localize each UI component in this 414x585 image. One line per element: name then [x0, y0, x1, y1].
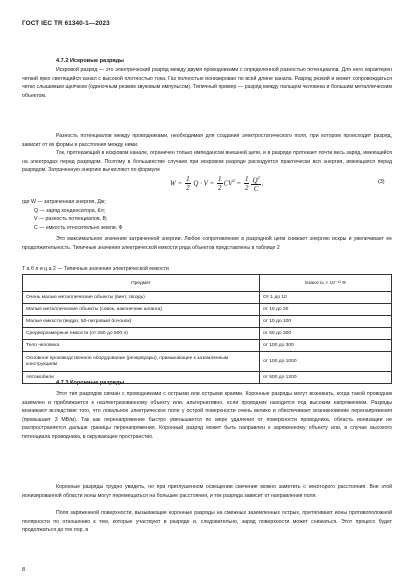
column-header-object: Предмет: [23, 275, 260, 292]
table-caption: Т а б л и ц а 2 — Типичные значения электрической емкости: [22, 266, 169, 272]
section-heading-4-7-3: 4.7.3 Коронные разряды: [56, 380, 125, 386]
definition-c: C — емкость относительно земли, Ф: [34, 225, 123, 231]
table-cell-capacitance: от 100 до 300: [260, 340, 392, 352]
definition-q: Q — заряд конденсатора, Кл;: [34, 208, 106, 214]
table-row: [23, 340, 392, 352]
energy-formula: [0, 170, 414, 196]
table-header-row: [23, 275, 392, 292]
table-cell-object: Основное производственное оборудование (резервуары), примыкающее к заземленным конструкциям: [23, 352, 260, 372]
section-heading-4-7-2: 4.7.2 Искровые разряды: [56, 58, 124, 64]
fraction-half-1: $\frac{1}{2}$: [186, 175, 190, 193]
column-header-capacitance: Емкость × 10⁻¹² Ф: [260, 275, 392, 292]
table-row: [23, 292, 392, 304]
table-row: [23, 316, 392, 328]
page-number: 8: [22, 567, 26, 573]
paragraph-max-energy: Это максимальное значение затраченной энергии. Любое сопротивление в разрядной цепи снижает энергию искры и увеличивает ее продолжительность. Типичные значения электрической емкости ряда объектов представлены в таблице 2: [22, 236, 392, 251]
table-cell-capacitance: от 100 до 1000: [260, 352, 392, 372]
paragraph-corona-visibility: Коронные разряды трудно увидеть, но при приглушенном освещении свечение можно заметить с некоторого расстояния. Вне этой ионизированной области ионы могут перемещаться на большие расстояния, и ток разряда зависит от направления поля.: [22, 484, 392, 499]
paragraph-corona-surface: Поля заряженной поверхности, вызывающие коронные разряды на смежных заземленных острых, притягивают ионы противоположной полярности по отношению к тем, которые участвуют в разряде и, следовательно, заряд поверхности может снижаться. Этот процесс будет продолжаться до тех пор, в: [22, 510, 392, 534]
table-cell-capacitance: от 500 до 1200: [260, 372, 392, 384]
table-cell-object: Тело человека: [23, 340, 260, 352]
paragraph-potential-difference: Разность потенциалов между проводниками, необходимая для создания электростатического поля, при котором происходит разряд, зависит от их формы и расстояния между ними.: [22, 133, 392, 148]
table-row: [23, 304, 392, 316]
table-cell-object: Среднеразмерные емкости (от 250 до 500 л): [23, 328, 260, 340]
table-row: [23, 328, 392, 340]
table-row: [23, 352, 392, 372]
fraction-half-2: $\frac{1}{2}$: [218, 175, 222, 193]
formula-expression: W = $\frac{1}{2}$ Q · V = $\frac{1}{2}$ $CV^2$ = $\frac{1}{2}$ $\frac{Q^2}{C}$ .: [170, 175, 264, 194]
fraction-half-3: $\frac{1}{2}$: [244, 175, 249, 193]
table-cell-capacitance: от 10 до 100: [260, 316, 392, 328]
table-cell-object: Очень малые металлические объекты (винт, гвоздь): [23, 292, 260, 304]
table-cell-object: Малые металлические объекты (совок, наконечник шланга): [23, 304, 260, 316]
paragraph-corona-definition: Этот тип разрядов связан с проводниками с острыми или острыми краями. Коронные разряды могут возникать, когда такой проводник заземлен и приближается к наэлектризованному объекту или, альтернативно, если проводник находится под высоким напряжением. Разряды возникают вследствие того, что локальное электрическое поле у острой поверхности очень велико и обеспечивает возникновение перенапряжения (превышает 3 МВ/м). Так как перенапряжение быстро уменьшается по мере удаления от поверхности проводника, область ионизации не распространяется дальше границы перенапряжения. Коронный разряд может быть направлен к заряженному объекту или, в случае высокого потенциала проводника, в окружающее пространство.: [22, 391, 392, 440]
capacitance-table: [22, 274, 392, 384]
paragraph-spark-definition: Искровой разряд — это электрический разряд между двумя проводниками с определенной разностью потенциалов. Для него характерен четкий ярко светящийся канал с высокой плотностью тока. Газ полностью ионизирован по всей длине канала. Разряд резкий и может сопровождаться четко слышимым щелчком (одиночным резким звуковым импульсом). Типичный пример — разряд между пальцем человека и большим металлическим объектом.: [22, 67, 392, 99]
table-cell-capacitance: От 1 до 10: [260, 292, 392, 304]
paragraph-spark-current: Ток, протекающий в искровом канале, ограничен только импедансом внешней цепи, и в разряде протекает почти весь заряд, имеющийся на электродах перед разрядом. Поэтому в большинстве случаев при искровом разряде расходуется практически вся энергия, имеющаяся перед разрядом. Затраченную энергию вычисляют по формуле: [22, 150, 392, 174]
table-cell-capacitance: от 50 до 300: [260, 328, 392, 340]
document-header: ГОСТ IEC TR 61340-1—2023: [22, 20, 110, 27]
table-cell-capacitance: от 10 до 20: [260, 304, 392, 316]
formula-number: (3): [378, 179, 385, 185]
definition-v: V — разность потенциалов, В;: [34, 216, 108, 222]
definition-w: где W — затраченная энергия, Дж;: [22, 199, 106, 205]
table-cell-object: Автомобили: [23, 372, 260, 384]
table-cell-object: Малые емкости (ведро, 50-литровый бочонок): [23, 316, 260, 328]
fraction-q2-over-c: $\frac{Q^2}{C}$: [252, 175, 260, 194]
